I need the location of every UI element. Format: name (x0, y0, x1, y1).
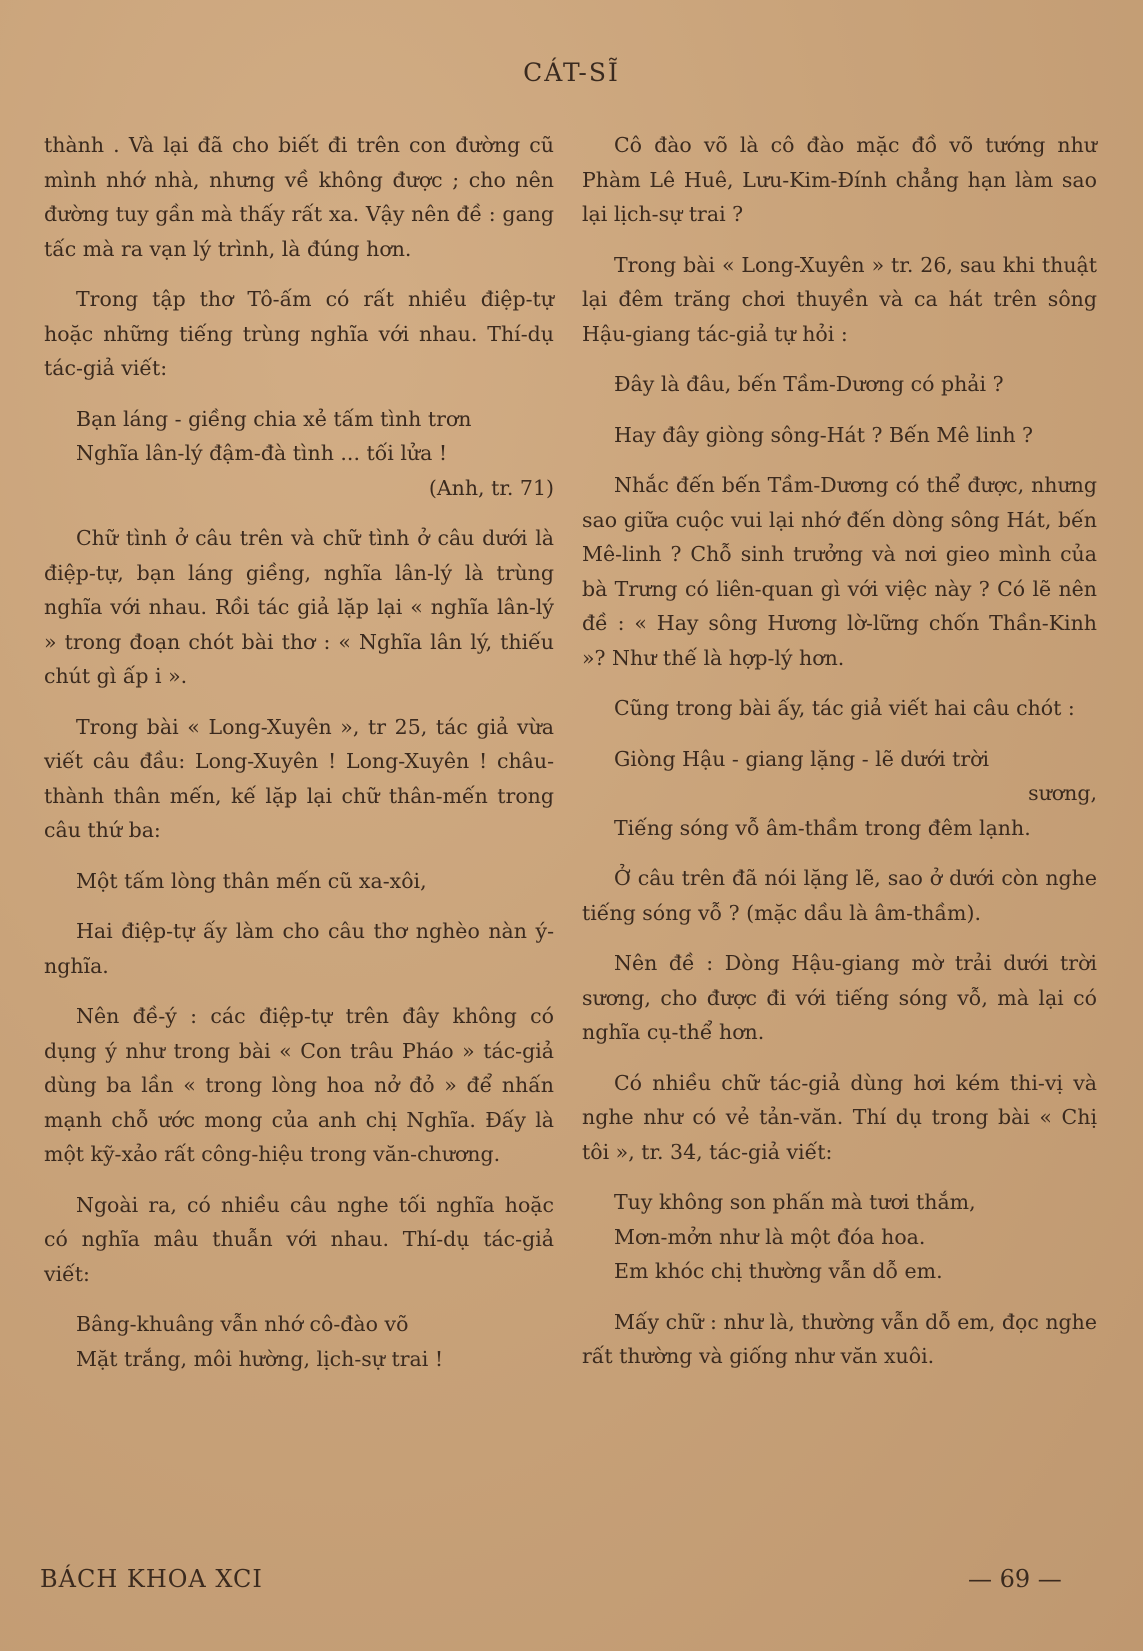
paragraph: Cũng trong bài ấy, tác giả viết hai câu chót : (614, 696, 1075, 720)
paragraph: Chữ tình ở câu trên và chữ tình ở câu dưới là điệp-tự, bạn láng giềng, nghĩa lân-lý là trùng nghĩa với nhau. Rồi tác giả lặp lại « nghĩa lân-lý » trong đoạn chót bài thơ : « Nghĩa lân lý, thiếu chút gì ấp i ». (44, 526, 554, 688)
paragraph: Ở câu trên đã nói lặng lẽ, sao ở dưới còn nghe tiếng sóng vỗ ? (mặc dầu là âm-thầm). (582, 866, 1097, 925)
verse-line: sương, (1028, 781, 1097, 805)
verse-line: (Anh, tr. 71) (428, 475, 554, 500)
paragraph: Mấy chữ : như là, thường vẫn dỗ em, đọc nghe rất thường và giống như văn xuôi. (582, 1309, 1098, 1368)
verse-line: Nghĩa lân-lý đậm-đà tình ... tối lửa ! (76, 441, 448, 465)
verse-line: Tuy không son phấn mà tươi thắm, (614, 1190, 976, 1214)
right-column (582, 128, 1097, 1390)
verse-line: Mặt trắng, môi hường, lịch-sự trai ! (76, 1346, 444, 1371)
verse-line: Em khóc chị thường vẫn dỗ em. (614, 1259, 943, 1283)
paragraph: Ngoài ra, có nhiều câu nghe tối nghĩa hoặc có nghĩa mâu thuẫn với nhau. Thí-dụ tác-giả viết: (44, 1192, 554, 1286)
verse-line: Hay đây giòng sông-Hát ? Bến Mê linh ? (614, 422, 1034, 447)
page-number: — 69 — (968, 1565, 1062, 1593)
verse-line: Đây là đâu, bến Tầm-Dương có phải ? (614, 372, 1004, 396)
paragraph: Nên đề-ý : các điệp-tự trên đây không có dụng ý như trong bài « Con trâu Pháo » tác-giả dùng ba lần « trong lòng hoa nở đỏ » để nhấn mạnh chỗ ước mong của anh chị Nghĩa. Đấy là một kỹ-xảo rất công-hiệu trong văn-chương. (44, 1004, 554, 1166)
verse-line: Mơn-mởn như là một đóa hoa. (614, 1224, 926, 1249)
verse-line: Bạn láng - giềng chia xẻ tấm tình trơn (76, 406, 472, 431)
magazine-name: BÁCH KHOA XCI (40, 1565, 263, 1593)
verse-line: Tiếng sóng vỗ âm-thầm trong đêm lạnh. (614, 815, 1031, 840)
paragraph: Trong bài « Long-Xuyên » tr. 26, sau khi thuật lại đêm trăng chơi thuyền và ca hát trên sông Hậu-giang tác-giả tự hỏi : (582, 252, 1097, 346)
paragraph: Hai điệp-tự ấy làm cho câu thơ nghèo nàn ý-nghĩa. (44, 919, 554, 978)
running-header: CÁT-SĨ (523, 58, 620, 87)
paragraph: Nhắc đến bến Tầm-Dương có thể được, nhưng sao giữa cuộc vui lại nhớ đến dòng sông Hát, bến Mê-linh ? Chỗ sinh trưởng và nơi gieo mình của bà Trưng có liên-quan gì với việc này ? Có lẽ nên đề : « Hay sông Hương lờ-lững chốn Thần-Kinh »? Như thế là hợp-lý hơn. (582, 473, 1097, 670)
verse-line: Giòng Hậu - giang lặng - lẽ dưới trời (614, 746, 990, 771)
left-column (44, 128, 554, 1376)
paragraph: Trong tập thơ Tô-ấm có rất nhiều điệp-tự hoặc những tiếng trùng nghĩa với nhau. Thí-dụ tác-giả viết: (44, 287, 554, 380)
verse-line: Một tấm lòng thân mến cũ xa-xôi, (76, 868, 427, 893)
paragraph: thành . Và lại đã cho biết đi trên con đường cũ mình nhớ nhà, nhưng về không được ; cho nên đường tuy gần mà thấy rất xa. Vậy nên đề : gang tấc mà ra vạn lý trình, là đúng hơn. (44, 133, 554, 261)
verse-line: Bâng-khuâng vẫn nhớ cô-đào võ (76, 1312, 409, 1336)
paragraph: Có nhiều chữ tác-giả dùng hơi kém thi-vị và nghe như có vẻ tản-văn. Thí dụ trong bài « Chị tôi », tr. 34, tác-giả viết: (582, 1070, 1097, 1164)
paragraph: Trong bài « Long-Xuyên », tr 25, tác giả vừa viết câu đầu: Long-Xuyên ! Long-Xuyên ! châu-thành thân mến, kế lặp lại chữ thân-mến trong câu thứ ba: (44, 714, 554, 842)
paragraph: Nên đề : Dòng Hậu-giang mờ trải dưới trời sương, cho được đi với tiếng sóng vỗ, mà lại có nghĩa cụ-thể hơn. (582, 951, 1097, 1044)
paragraph: Cô đào võ là cô đào mặc đồ võ tướng như Phàm Lê Huê, Lưu-Kim-Đính chẳng hạn làm sao lại lịch-sự trai ? (582, 133, 1097, 226)
